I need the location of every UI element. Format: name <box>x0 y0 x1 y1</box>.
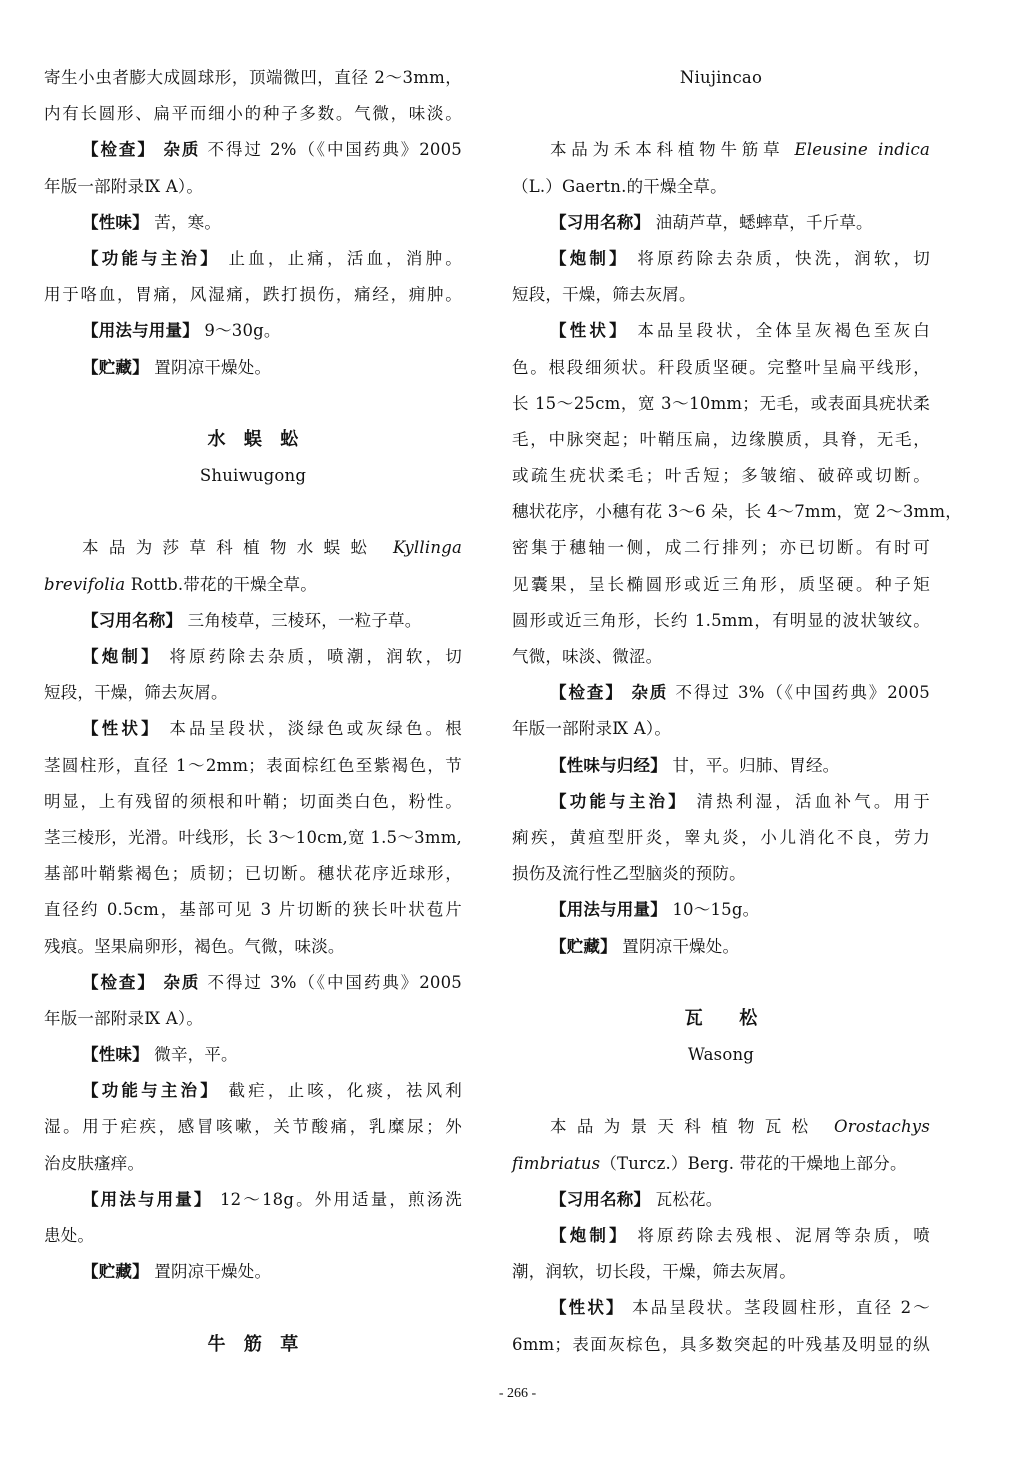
left-line <box>44 965 462 1001</box>
left-line <box>44 350 462 386</box>
left-line <box>44 1037 462 1073</box>
line-text: 患处。 <box>44 1226 95 1245</box>
line-text: 本品为景天科植物瓦松 <box>550 1117 835 1137</box>
right-line <box>512 386 930 422</box>
right-line <box>512 1073 930 1109</box>
left-line <box>44 132 462 168</box>
right-line <box>512 458 930 494</box>
line-text: 瓦 松 <box>684 1007 758 1029</box>
left-line <box>44 603 462 639</box>
section-heading: 【性味与归经】 <box>550 755 667 775</box>
line-text: 年版一部附录Ⅸ A）。 <box>44 1008 204 1028</box>
line-text: 圆形或近三角形，长约 1.5mm，有明显的波状皱纹。 <box>512 610 930 630</box>
section-heading: 【用法与用量】 <box>82 321 199 341</box>
right-line <box>512 675 930 711</box>
line-text: 9～30g。 <box>198 321 281 341</box>
left-line <box>44 169 462 205</box>
section-heading: 【性味】 <box>82 212 149 232</box>
right-line <box>512 1327 930 1363</box>
line-text: 不得过 3%（《中国药典》2005 <box>668 683 930 703</box>
right-line <box>512 856 930 892</box>
section-heading: 【贮藏】 <box>82 1262 149 1282</box>
section-heading: 【功能与主治】 <box>550 791 688 811</box>
section-heading: 【习用名称】 <box>82 610 183 630</box>
line-text: 茎三棱形，光滑。叶线形，长 3～10cm,宽 1.5～3mm, <box>44 827 462 847</box>
right-line <box>512 1001 930 1037</box>
left-line <box>44 784 462 820</box>
line-text: 毛，中脉突起；叶鞘压扁，边缘膜质，具脊，无毛， <box>512 429 930 449</box>
line-text: 12～18g。外用适量，煎汤洗 <box>212 1189 463 1209</box>
left-line <box>44 567 462 603</box>
left-line <box>44 1001 462 1037</box>
latin-name: Eleusine indica <box>794 140 930 160</box>
right-line <box>512 929 930 965</box>
line-text: 本品为莎草科植物水蜈蚣 <box>82 538 393 558</box>
line-text: 穗状花序，小穗有花 3～6 朵，长 4～7mm，宽 2～3mm， <box>512 502 962 522</box>
line-text: 内有长圆形、扁平而细小的种子多数。气微，味淡。 <box>44 104 462 124</box>
line-text: 潮，润软，切长段，干燥，筛去灰屑。 <box>512 1262 796 1282</box>
right-line <box>512 603 930 639</box>
right-line <box>512 748 930 784</box>
left-line <box>44 675 462 711</box>
right-column <box>512 60 962 1363</box>
section-heading: 【用法与用量】 <box>550 900 667 920</box>
line-text: 见囊果，呈长椭圆形或近三角形，质坚硬。种子矩 <box>512 574 930 594</box>
left-line <box>44 1109 462 1145</box>
line-text: 截疟，止咳，化痰，祛风利 <box>220 1081 462 1101</box>
right-line <box>512 241 930 277</box>
left-line <box>44 60 462 96</box>
line-text: 置阴凉干燥处。 <box>148 1262 272 1282</box>
section-heading: 【贮藏】 <box>550 936 617 956</box>
left-line <box>44 711 462 747</box>
line-text: 清热利湿，活血补气。用于 <box>688 791 930 811</box>
left-column <box>44 60 462 1363</box>
left-line <box>44 892 462 928</box>
section-heading: 【检查】 杂质 <box>550 683 669 703</box>
right-line <box>512 530 930 566</box>
section-heading: 【性状】 <box>550 1298 625 1318</box>
left-line <box>44 313 462 349</box>
right-line <box>512 1218 930 1254</box>
latin-name: fimbriatus <box>512 1153 601 1173</box>
left-line <box>44 929 462 965</box>
line-text: 本品呈段状，淡绿色或灰绿色。根 <box>160 719 462 739</box>
right-line <box>512 350 930 386</box>
left-line <box>44 820 462 856</box>
right-line <box>512 313 930 349</box>
right-line <box>512 96 930 132</box>
left-line <box>44 639 462 675</box>
right-line <box>512 132 930 168</box>
line-text: 苦，寒。 <box>148 212 222 232</box>
line-text: 本品呈段状。茎段圆柱形，直径 2～ <box>624 1298 930 1318</box>
section-heading: 【贮藏】 <box>82 357 149 377</box>
left-line <box>44 386 462 422</box>
line-text: 基部叶鞘紫褐色；质韧；已切断。穗状花序近球形， <box>44 864 462 884</box>
line-text: Shuiwugong <box>199 466 307 486</box>
line-text: 色。根段细须状。秆段质坚硬。完整叶呈扁平线形， <box>512 357 930 377</box>
section-heading: 【炮制】 <box>550 1226 629 1245</box>
right-line <box>512 639 930 675</box>
line-text: 将原药除去残根、泥屑等杂质，喷 <box>628 1226 930 1245</box>
page-number: - 266 - <box>498 1386 537 1401</box>
right-line <box>512 784 930 820</box>
right-line <box>512 1254 930 1290</box>
line-text: 茎圆柱形，直径 1～2mm；表面棕红色至紫褐色，节 <box>44 755 462 775</box>
section-heading: 【检查】 杂质 <box>82 140 201 160</box>
section-heading: 【炮制】 <box>550 248 629 268</box>
line-text: 将原药除去杂质，快洗，润软，切 <box>628 248 930 268</box>
right-line <box>512 965 930 1001</box>
line-text: 不得过 2%（《中国药典》2005 <box>200 140 462 160</box>
section-heading: 【性状】 <box>82 719 161 739</box>
left-line <box>44 458 462 494</box>
line-text: Rottb.带花的干燥全草。 <box>125 574 317 594</box>
line-text: 寄生小虫者膨大成圆球形，顶端微凹，直径 2～3mm， <box>44 68 462 87</box>
right-line <box>512 1037 930 1073</box>
right-line <box>512 60 930 96</box>
line-text: Niujincao <box>679 68 763 87</box>
line-text: 瓦松花。 <box>650 1189 723 1209</box>
line-text: 油葫芦草，蟋蟀草，千斤草。 <box>650 212 873 232</box>
line-text: 水 蜈 蚣 <box>207 428 299 450</box>
left-line <box>44 494 462 530</box>
left-line <box>44 748 462 784</box>
line-text: 治皮肤瘙痒。 <box>44 1153 145 1173</box>
section-heading: 【用法与用量】 <box>82 1189 213 1209</box>
left-line <box>44 205 462 241</box>
line-text: 密集于穗轴一侧，成二行排列；亦已切断。有时可 <box>512 538 930 558</box>
right-line <box>512 422 930 458</box>
section-heading: 【检查】 杂质 <box>82 972 201 992</box>
line-text: 置阴凉干燥处。 <box>148 357 272 377</box>
right-line <box>512 169 930 205</box>
line-text: 直径约 0.5cm，基部可见 3 片切断的狭长叶状苞片 <box>44 900 462 920</box>
line-text: 牛 筋 草 <box>207 1333 299 1355</box>
section-heading: 【功能与主治】 <box>82 248 220 268</box>
line-text: 残痕。坚果扁卵形，褐色。气微，味淡。 <box>44 936 345 956</box>
line-text: Wasong <box>687 1045 755 1065</box>
section-heading: 【性状】 <box>550 321 629 341</box>
left-line <box>44 1327 462 1363</box>
line-text: 微辛，平。 <box>148 1045 238 1065</box>
line-text: 不得过 3%（《中国药典》2005 <box>200 972 462 992</box>
line-text: 年版一部附录Ⅸ A）。 <box>512 719 672 739</box>
line-text: 长 15～25cm，宽 3～10mm；无毛，或表面具疣状柔 <box>512 393 930 413</box>
left-line <box>44 1146 462 1182</box>
right-line <box>512 892 930 928</box>
section-heading: 【习用名称】 <box>550 1189 651 1209</box>
line-text: 10～15g。 <box>666 900 760 920</box>
line-text: 三角棱草，三棱环，一粒子草。 <box>182 610 422 630</box>
right-line <box>512 820 930 856</box>
line-text: 将原药除去杂质，喷潮，润软，切 <box>160 647 462 666</box>
line-text: 痢疾，黄疸型肝炎，睾丸炎，小儿消化不良，劳力 <box>512 827 930 847</box>
right-line <box>512 1182 930 1218</box>
left-line <box>44 96 462 132</box>
left-line <box>44 422 462 458</box>
left-line <box>44 856 462 892</box>
section-heading: 【习用名称】 <box>550 212 651 232</box>
right-line <box>512 205 930 241</box>
left-line <box>44 1290 462 1326</box>
line-text: 本品呈段状，全体呈灰褐色至灰白 <box>628 321 930 341</box>
line-text: 甘，平。归肺、胃经。 <box>666 755 840 775</box>
left-line <box>44 241 462 277</box>
section-heading: 【性味】 <box>82 1045 149 1065</box>
section-heading: 【炮制】 <box>82 647 161 666</box>
latin-name: Kyllinga <box>392 538 462 558</box>
section-heading: 【功能与主治】 <box>82 1081 220 1101</box>
line-text: 气微，味淡、微涩。 <box>512 647 663 666</box>
line-text: （Turcz.）Berg. 带花的干燥地上部分。 <box>600 1153 907 1173</box>
latin-name: brevifolia <box>44 574 126 594</box>
right-line <box>512 1146 930 1182</box>
right-line <box>512 711 930 747</box>
line-text: （L.）Gaertn.的干燥全草。 <box>512 176 727 196</box>
left-line <box>44 1182 462 1218</box>
right-line <box>512 567 930 603</box>
line-text: 6mm；表面灰棕色，具多数突起的叶残基及明显的纵 <box>512 1334 930 1354</box>
line-text: 短段，干燥，筛去灰屑。 <box>44 683 228 703</box>
right-line <box>512 277 930 313</box>
line-text: 止血，止痛，活血，消肿。 <box>220 248 462 268</box>
line-text: 明显，上有残留的须根和叶鞘；切面类白色，粉性。 <box>44 791 462 811</box>
line-text: 湿。用于疟疾，感冒咳嗽，关节酸痛，乳糜尿；外 <box>44 1117 462 1137</box>
right-line <box>512 494 962 530</box>
left-line <box>44 530 462 566</box>
line-text: 本品为禾本科植物牛筋草 <box>550 140 795 160</box>
left-line <box>44 277 462 313</box>
line-text: 用于咯血，胃痛，风湿痛，跌打损伤，痛经，痈肿。 <box>44 285 462 305</box>
line-text: 年版一部附录Ⅸ A）。 <box>44 176 204 196</box>
latin-name: Orostachys <box>834 1117 930 1137</box>
line-text: 置阴凉干燥处。 <box>616 936 740 956</box>
right-line <box>512 1109 930 1145</box>
line-text: 或疏生疣状柔毛；叶舌短；多皱缩、破碎或切断。 <box>512 466 930 486</box>
line-text: 短段，干燥，筛去灰屑。 <box>512 285 696 305</box>
left-line <box>44 1254 462 1290</box>
right-line <box>512 1290 930 1326</box>
line-text: 损伤及流行性乙型脑炎的预防。 <box>512 864 746 884</box>
left-line <box>44 1073 462 1109</box>
left-line <box>44 1218 462 1254</box>
